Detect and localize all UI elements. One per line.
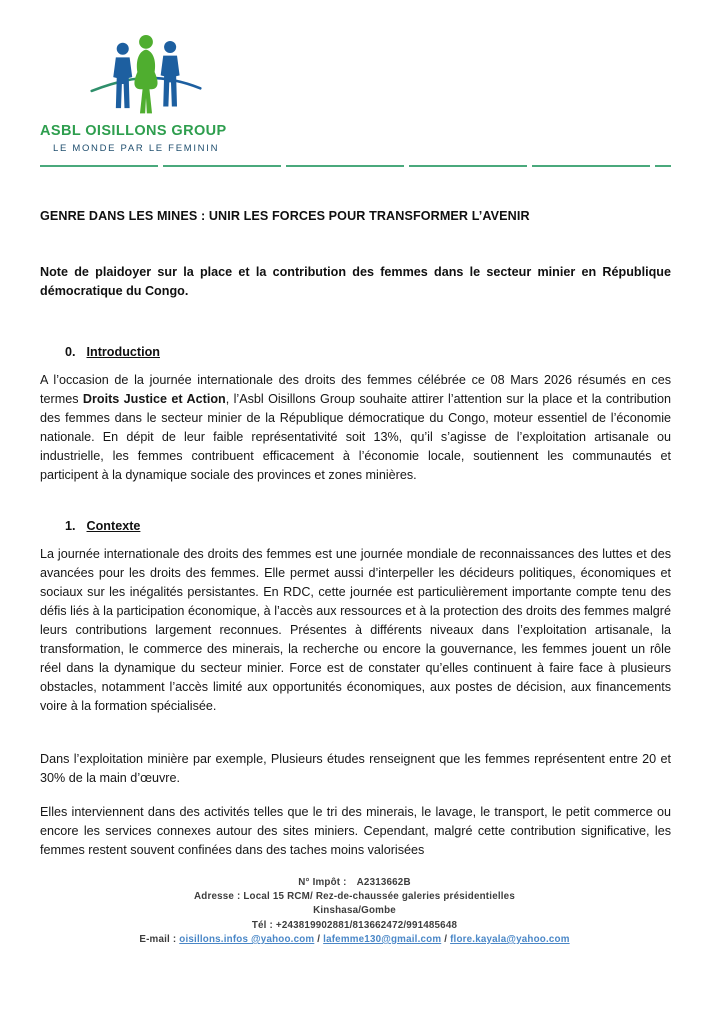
footer-tax-line [0,876,709,890]
page-content [40,0,671,860]
contexte-paragraph-1: La journée internationale des droits des femmes est une journée mondiale de reconnaissances des luttes et des avancées pour les droits des femmes. Elle permet aussi d’interpeller les décideurs politiques, économiques et sociaux sur les inégalités persistantes. En RDC, cette journée est particulièrement importante compte tenu des défis liés à la participation économique, à l’accès aux ressources et à la protection des droits des femmes malgré leurs contributions largement reconnues. Présentes à différents niveaux dans l’exploitation artisanale, la transformation, le commerce des minerais, la recherche ou encore la gouvernance, les femmes jouent un rôle réel dans la dynamique du secteur minier. Force est de constater qu’elles continuent à faire face à plusieurs obstacles, notamment l’accès limité aux opportunités économiques, aux postes de décision, aux financements voire à la formation spécialisée. [40,547,671,713]
intro-text-bold: Droits Justice et Action [82,392,226,406]
header-separator-line [40,165,671,167]
section-heading-label: Contexte [86,519,141,533]
section-heading-label: Introduction [86,345,160,359]
document-title: GENRE DANS LES MINES : UNIR LES FORCES POUR TRANSFORMER L’AVENIR [40,209,530,223]
footer-city-line: Kinshasa/Gombe [313,905,396,917]
footer-address-line: Adresse : Local 15 RCM/ Rez-de-chaussée galeries présidentielles [194,891,515,903]
tax-value: A2313662B [356,877,411,888]
contexte-paragraph-3: Elles interviennent dans des activités telles que le tri des minerais, le lavage, le transport, le petit commerce ou encore les services connexes autour des sites miniers. Cependant, malgré cette contribution significative, les femmes restent souvent confinées dans des taches moins valorisées [40,805,671,857]
document-subtitle: Note de plaidoyer sur la place et la contribution des femmes dans le secteur minier en République démocratique du Congo. [40,265,671,298]
intro-text-before: A l’occasion de la journée internationale des droits des femmes célébrée ce 08 Mars 2026 résumés en ces termes [40,373,671,406]
section-heading-contexte [40,519,671,533]
section-heading-introduction [40,345,671,359]
org-logo [90,34,202,121]
email-link-lafemme[interactable]: lafemme130@gmail.com [323,933,442,945]
page-footer [0,876,709,947]
section-number: 1. [65,519,76,533]
email-label: E-mail : [139,933,180,945]
email-separator: / [317,933,321,945]
intro-text-after: , l’Asbl Oisillons Group souhaite attirer l’attention sur la place et la contribution des femmes dans le secteur minier de la République démocratique du Congo, moteur essentiel de l’économie nationale. En dépit de leur faible représentativité soit 13%, qu’il s’agisse de l’exploitation artisanale ou industrielle, les femmes contribuent efficacement à l’économie locale, soutiennent les communautés et participent à la dynamique sociale des provinces et zones minières. [40,392,671,482]
contexte-paragraph-2: Dans l’exploitation minière par exemple, Plusieurs études renseignent que les femmes représentent entre 20 et 30% de la main d’œuvre. [40,752,671,785]
footer-email-line [0,933,709,947]
section-number: 0. [65,345,76,359]
org-tagline: LE MONDE PAR LE FEMININ [53,143,220,154]
tax-label: N° Impôt : [298,877,347,888]
org-name: ASBL OISILLONS GROUP [40,123,227,139]
email-link-oisillons[interactable]: oisillons.infos @yahoo.com [179,933,315,945]
introduction-paragraph [40,371,671,485]
three-figures-logo-icon [90,34,202,116]
email-link-flore[interactable]: flore.kayala@yahoo.com [450,933,570,945]
footer-phone-line: Tél : +243819902881/813662472/991485648 [251,919,458,931]
email-separator: / [444,933,448,945]
